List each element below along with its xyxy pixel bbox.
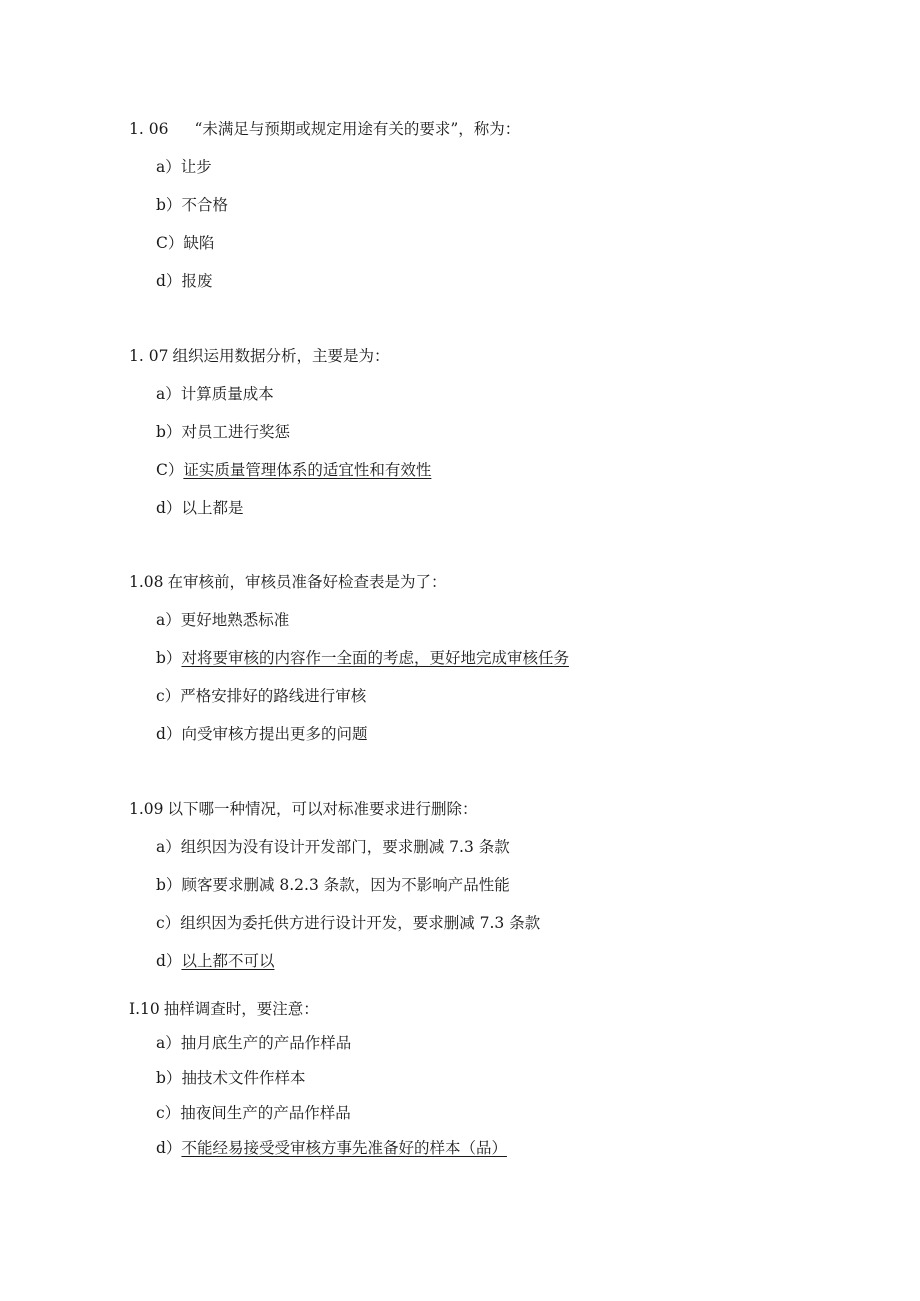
question-title [129,799,478,819]
question-title [129,346,389,366]
option-c-answer: C）证实质量管理体系的适宜性和有效性 [156,461,432,479]
question-stem: 组织运用数据分析，主要是为： [172,347,390,365]
question-stem: 在审核前，审核员准备好检查表是为了： [167,573,447,591]
option-a: a）计算质量成本 [156,385,274,403]
question-number: 1. 06 [129,120,169,138]
question-title [129,999,319,1019]
option-a: a）抽月底生产的产品作样品 [156,1034,352,1052]
question-title [129,119,520,139]
option-c-answer: C）缺陷 [156,234,215,252]
option-b: b）对员工进行奖惩 [156,423,290,441]
option-c: c）严格安排好的路线进行审核 [156,687,367,705]
option-d: d）以上都是 [156,499,244,517]
option-b: b）不合格 [156,196,228,214]
option-c: c）组织因为委托供方进行设计开发，要求删减 7.3 条款 [156,914,541,932]
option-c: c）抽夜间生产的产品作样品 [156,1104,351,1122]
option-b: b）抽技术文件作样本 [156,1069,306,1087]
option-b-answer: b）对将要审核的内容作一全面的考虑，更好地完成审核任务 [156,649,569,667]
option-d: d）报废 [156,272,213,290]
option-b: b）顾客要求删减 8.2.3 条款，因为不影响产品性能 [156,876,510,894]
option-a: a）组织因为没有设计开发部门，要求删减 7.3 条款 [156,838,510,856]
question-stem: “未满足与预期或规定用途有关的要求”，称为： [194,120,521,138]
question-stem: 抽样调查时，要注意： [163,1000,319,1018]
question-number: 1. 07 [129,347,169,365]
question-number: 1.09 [129,800,164,818]
option-d-answer: d）不能经易接受受审核方事先准备好的样本（品） [156,1139,507,1157]
option-a: a）更好地熟悉标准 [156,611,290,629]
question-stem: 以下哪一种情况，可以对标准要求进行删除： [167,800,478,818]
question-title [129,572,447,592]
option-d: d）向受审核方提出更多的问题 [156,725,368,743]
option-d-answer: d）以上都不可以 [156,952,275,970]
option-a: a）让步 [156,158,212,176]
question-number: I.10 [129,1000,160,1018]
question-number: 1.08 [129,573,164,591]
